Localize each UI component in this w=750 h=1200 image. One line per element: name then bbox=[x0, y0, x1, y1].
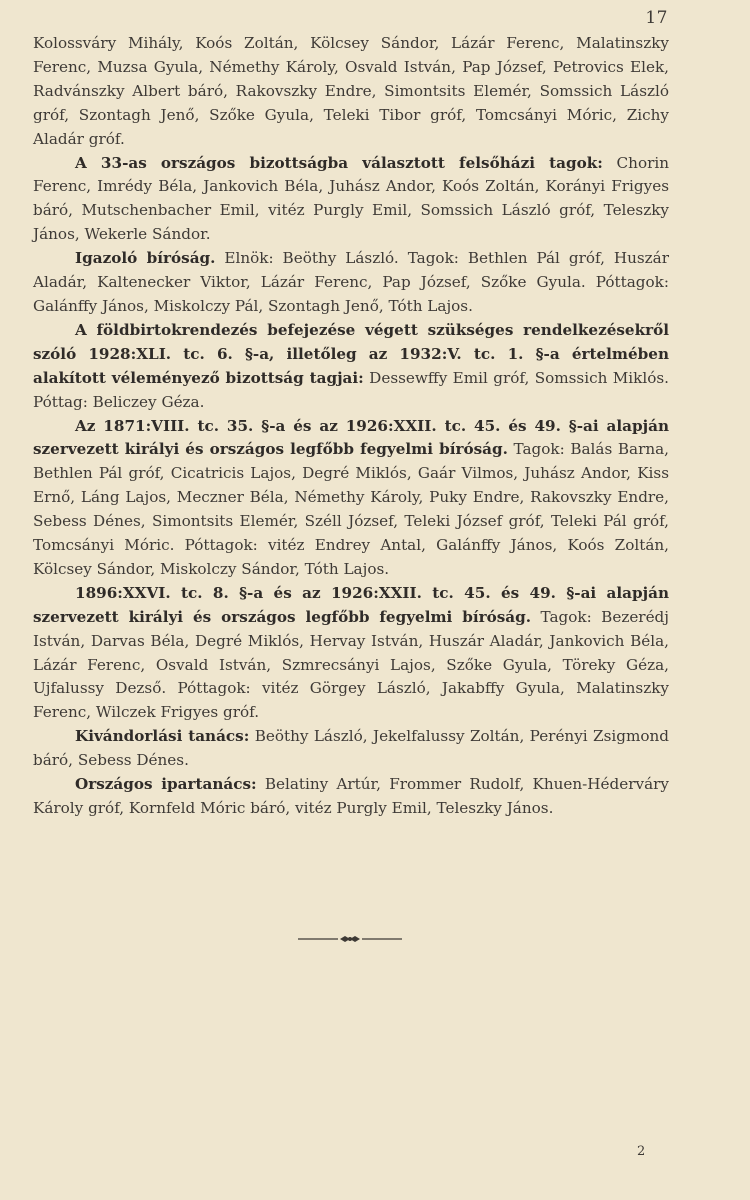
paragraph-heading: Igazoló bíróság. bbox=[75, 249, 216, 268]
page-number: 17 bbox=[645, 8, 668, 28]
paragraph-8: Országos ipartanács: Belatiny Artúr, Frommer Rudolf, Khuen-Héderváry Károly gróf, Kornfeld Móric báró, vitéz Purgly Emil, Teleszky János. bbox=[33, 775, 669, 817]
paragraph-5: Az 1871:VIII. tc. 35. §-a és az 1926:XXII. tc. 45. és 49. §-ai alapján szervezett királyi és országos legfőbb fegyelmi bíróság. Tagok: Balás Barna, Bethlen Pál gróf, Cicatricis Lajos, Degré Miklós, Gaár Vilmos, Juhász Andor, Kiss Ernő, Láng Lajos, Meczner Béla, Némethy Károly, Puky Endre, Rakovszky Endre, Sebess Dénes, Simontsits Elemér, Széll József, Teleki József gróf, Teleki Pál gróf, Tomcsányi Móric. Póttagok: vitéz Endrey Antal, Galánffy János, Koós Zoltán, Kölcsey Sándor, Miskolczy Sándor, Tóth Lajos. bbox=[33, 416, 670, 578]
paragraph-heading: 1896:XXVI. tc. 8. §-a és az 1926:XXII. tc. 45. és 49. §-ai alapján szervezett királyi és országos legfőbb fegyelmi bíróság. bbox=[33, 583, 669, 626]
section-divider-ornament bbox=[298, 933, 402, 945]
paragraph-heading: Országos ipartanács: bbox=[75, 775, 257, 794]
paragraph-heading: Kivándorlási tanács: bbox=[75, 727, 250, 746]
paragraph-1: Kolossváry Mihály, Koós Zoltán, Kölcsey Sándor, Lázár Ferenc, Malatinszky Ferenc, Muzsa Gyula, Némethy Károly, Osvald István, Pap József, Petrovics Elek, Radvánszky Albert báró, Rakovszky Endre, Simontsits Elemér, Somssich László gróf, Szontagh Jenő, Szőke Gyula, Teleki Tibor gróf, Tomcsányi Móric, Zichy Aladár gróf. bbox=[33, 34, 669, 148]
paragraph-heading: Az 1871:VIII. tc. 35. §-a és az 1926:XXII. tc. 45. és 49. §-ai alapján szervezett királyi és országos legfőbb fegyelmi bíróság. bbox=[33, 416, 669, 459]
paragraph-heading: A 33-as országos bizottságba választott felsőházi tagok: bbox=[75, 153, 603, 172]
paragraph-3: Igazoló bíróság. Elnök: Beöthy László. Tagok: Bethlen Pál gróf, Huszár Aladár, Kaltenecker Viktor, Lázár Ferenc, Pap József, Szőke Gyula. Póttagok: Galánffy János, Miskolczy Pál, Szontagh Jenő, Tóth Lajos. bbox=[33, 249, 669, 315]
paragraph-4: A földbirtokrendezés befejezése végett szükséges rendelkezésekről szóló 1928:XLI. tc. 6. §-a, illetőleg az 1932:V. tc. 1. §-a értelmében alakított véleményező bizottság tagjai: Dessewffy Emil gróf, Somssich Miklós. Póttag: Beliczey Géza. bbox=[33, 320, 669, 411]
paragraph-7: Kivándorlási tanács: Beöthy László, Jekelfalussy Zoltán, Perényi Zsigmond báró, Sebess Dénes. bbox=[33, 727, 669, 770]
signature-mark: 2 bbox=[637, 1144, 646, 1159]
paragraph-2: A 33-as országos bizottságba választott felsőházi tagok: Chorin Ferenc, Imrédy Béla, Jankovich Béla, Juhász Andor, Koós Zoltán, Korányi Frigyes báró, Mutschenbacher Emil, vitéz Purgly Emil, Somssich László gróf, Teleszky János, Wekerle Sándor. bbox=[33, 153, 669, 244]
paragraph-6: 1896:XXVI. tc. 8. §-a és az 1926:XXII. tc. 45. és 49. §-ai alapján szervezett királyi és országos legfőbb fegyelmi bíróság. Tagok: Bezerédj István, Darvas Béla, Degré Miklós, Hervay István, Huszár Aladár, Jankovich Béla, Lázár Ferenc, Osvald István, Szmrecsányi Lajos, Szőke Gyula, Töreky Géza, Ujfalussy Dezső. Póttagok: vitéz Görgey László, Jakabffy Gyula, Malatinszky Ferenc, Wilczek Frigyes gróf. bbox=[33, 583, 669, 722]
document-body bbox=[33, 32, 669, 821]
paragraph-heading: A földbirtokrendezés befejezése végett szükséges rendelkezésekről szóló 1928:XLI. tc. 6. §-a, illetőleg az 1932:V. tc. 1. §-a értelmében alakított véleményező bizottság tagjai: bbox=[33, 320, 669, 387]
